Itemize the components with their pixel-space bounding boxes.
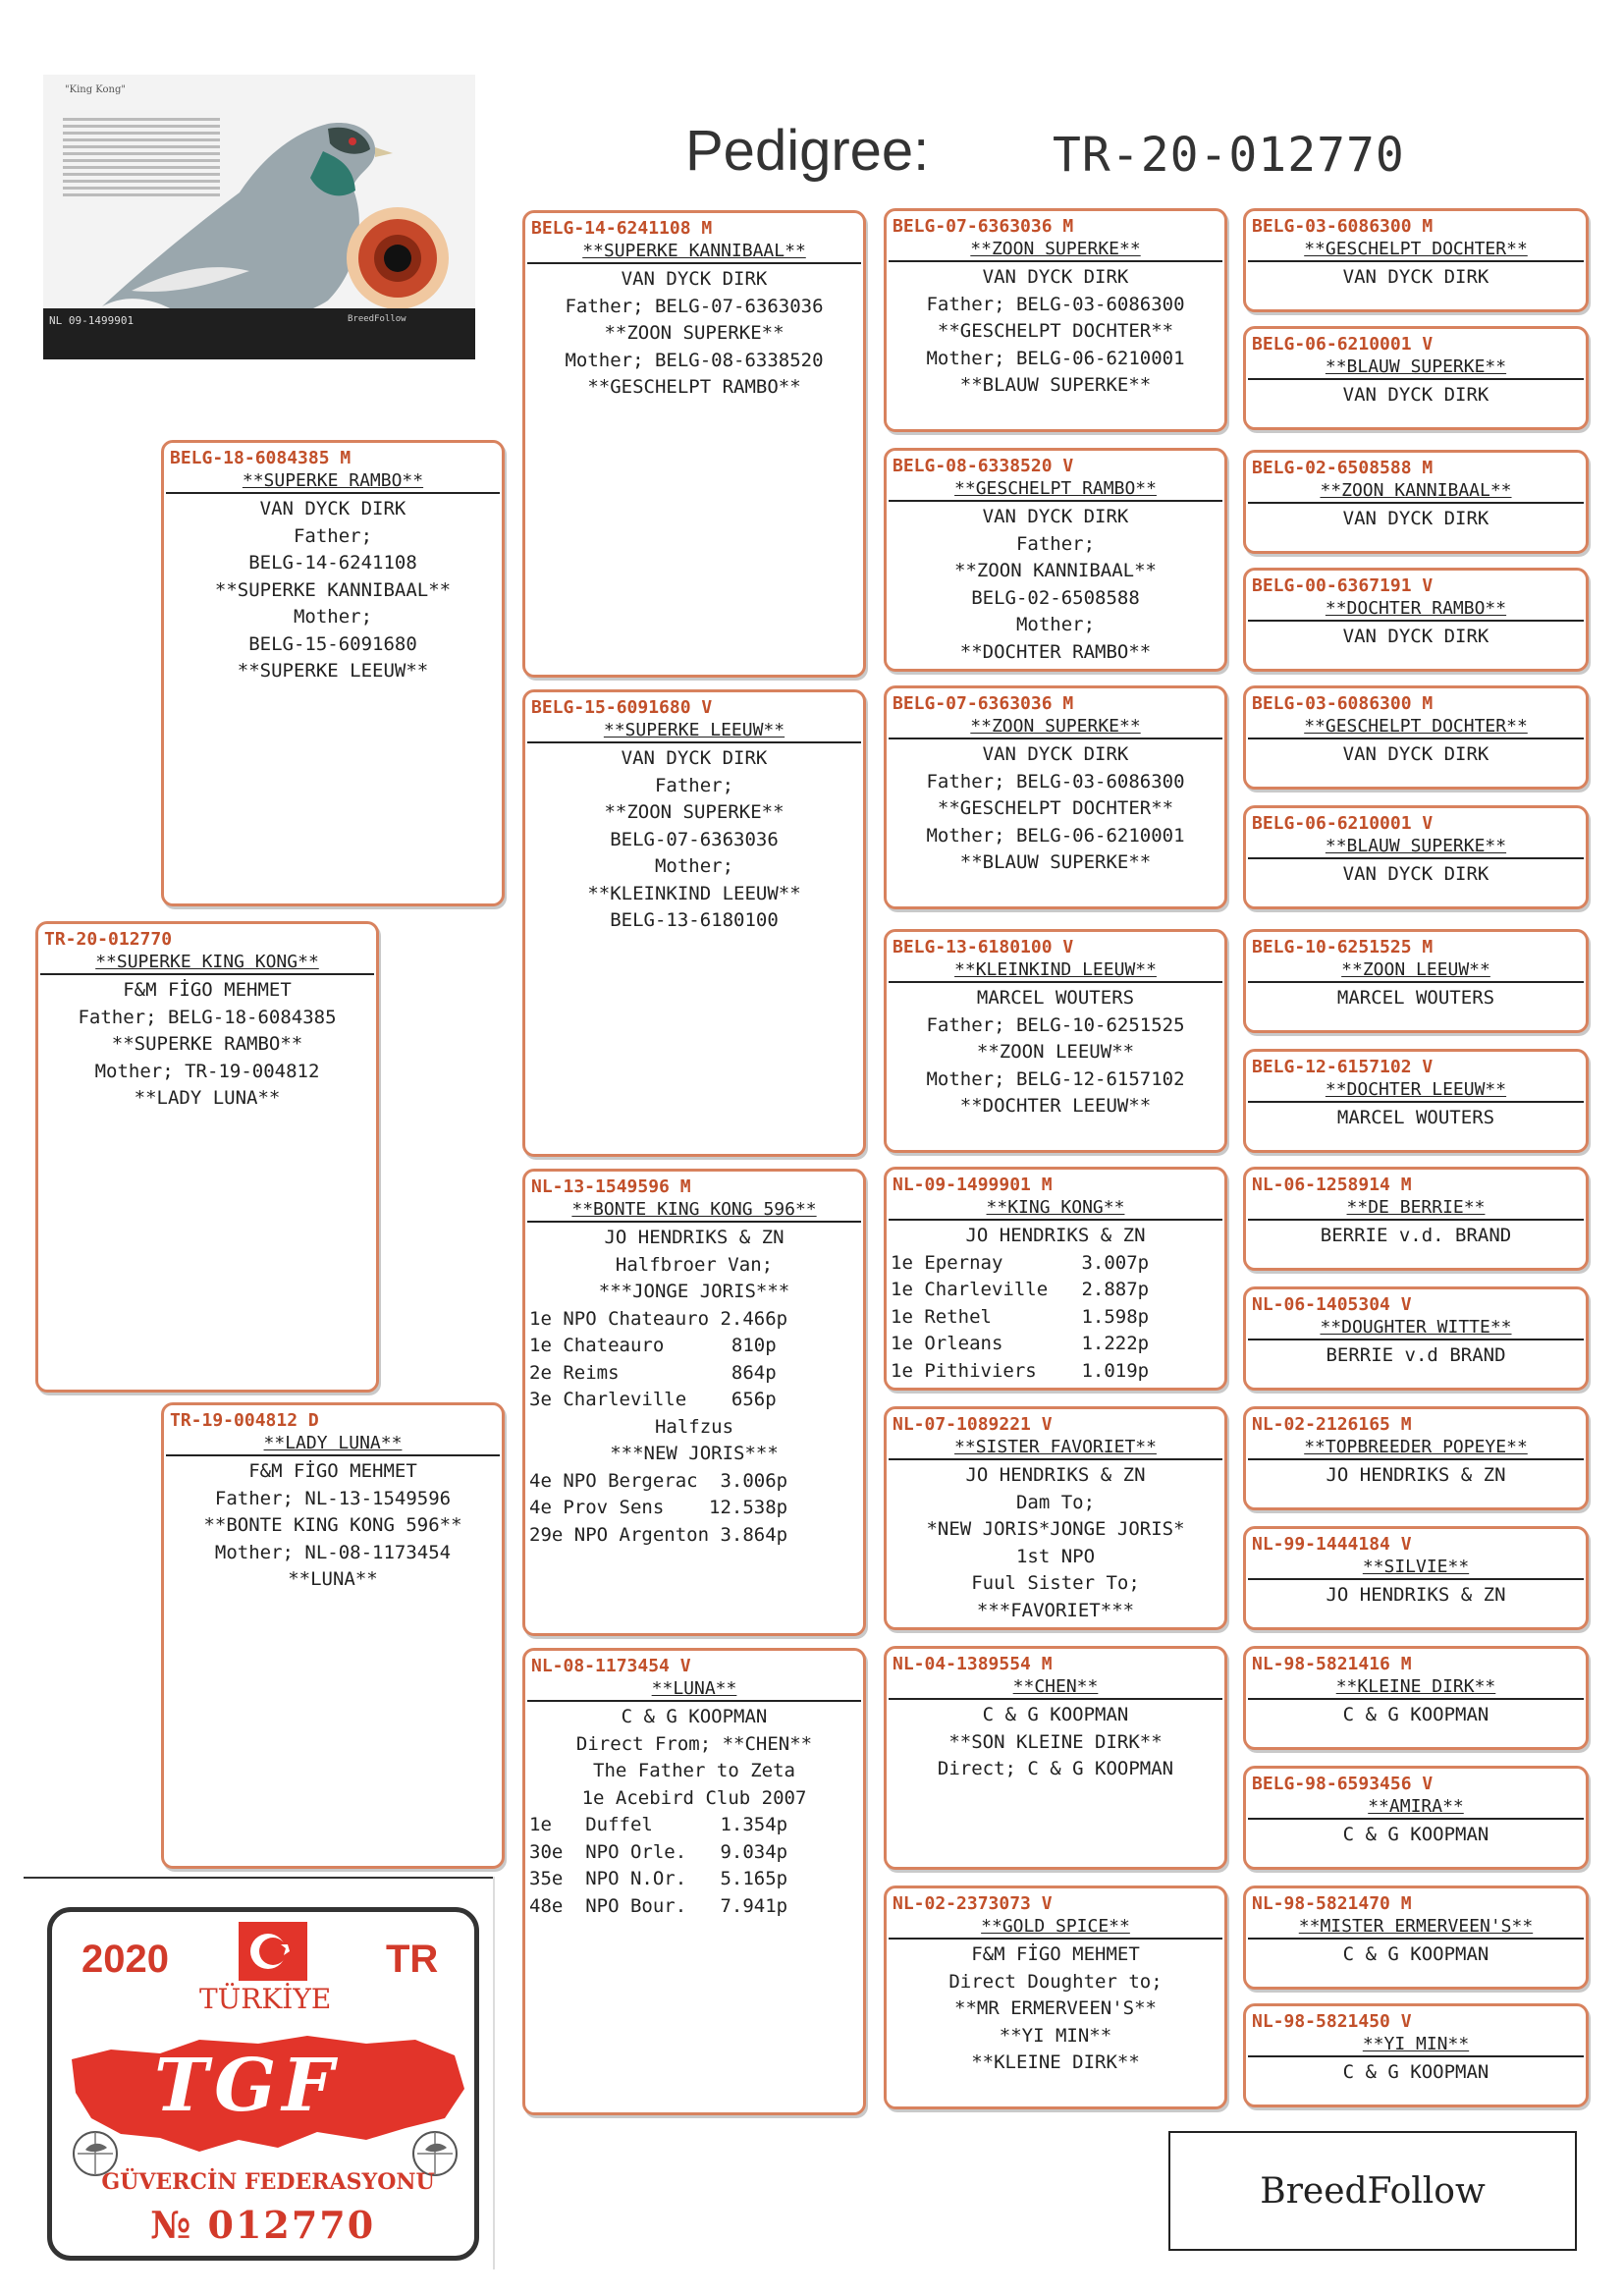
pigeon-name: **YI MIN** (1248, 2034, 1584, 2057)
g4-card-6[interactable] (1243, 805, 1589, 909)
detail-line: F&M FİGO MEHMET (123, 979, 292, 1001)
detail-line: VAN DYCK DIRK (1342, 508, 1489, 529)
detail-line: ***JONGE JORIS*** (598, 1281, 790, 1302)
ring-number: NL-99-1444184 V (1252, 1534, 1412, 1555)
pigeon-name: **ZOON SUPERKE** (889, 239, 1222, 262)
g4-card-9[interactable] (1243, 1167, 1589, 1271)
ring-number: BELG-14-6241108 M (531, 218, 713, 239)
pigeon-name: **GESCHELPT RAMBO** (889, 478, 1222, 502)
dam-card[interactable] (161, 1402, 505, 1869)
pigeon-name: **GOLD SPICE** (889, 1916, 1222, 1940)
detail-line: Direct; C & G KOOPMAN (937, 1758, 1174, 1779)
detail-line: **BONTE KING KONG 596** (203, 1514, 462, 1536)
pigeon-name: **ZOON KANNIBAAL** (1248, 480, 1584, 504)
pigeon-details (1246, 983, 1586, 1014)
detail-line: **GESCHELPT DOCHTER** (937, 797, 1174, 819)
detail-line: **KLEINKIND LEEUW** (587, 882, 801, 904)
detail-line: Father; BELG-03-6086300 (926, 770, 1185, 793)
detail-line: VAN DYCK DIRK (982, 266, 1129, 288)
g4-card-2[interactable] (1243, 326, 1589, 430)
pigeon-details (164, 1456, 502, 1596)
ring-number: BELG-03-6086300 M (1252, 693, 1434, 714)
pigeon-details (887, 739, 1224, 879)
g4-card-10[interactable] (1243, 1286, 1589, 1391)
ring-number: BELG-98-6593456 V (1252, 1774, 1434, 1794)
detail-line: Mother; BELG-06-6210001 (926, 347, 1185, 369)
detail-line: C & G KOOPMAN (621, 1706, 768, 1727)
ring-number: NL-07-1089221 V (893, 1414, 1053, 1435)
detail-line: C & G KOOPMAN (982, 1704, 1129, 1725)
section-divider (24, 1877, 493, 1879)
photo-brand: BreedFollow (348, 314, 406, 324)
detail-line: **DOCHTER LEEUW** (959, 1095, 1152, 1117)
detail-line: Father; (654, 774, 734, 796)
pigeon-details (1246, 739, 1586, 771)
detail-line: *NEW JORIS*JONGE JORIS* (926, 1518, 1185, 1540)
federation-stamp (47, 1907, 479, 2261)
ring-number: BELG-06-6210001 V (1252, 334, 1434, 355)
result-line: 30e NPO Orle. 9.034p (529, 1840, 788, 1863)
g4-card-14[interactable] (1243, 1766, 1589, 1870)
detail-line: **LUNA** (288, 1568, 378, 1590)
pigeon-name: **SILVIE** (1248, 1557, 1584, 1580)
detail-line: BELG-07-6363036 (610, 828, 779, 850)
detail-line: BELG-13-6180100 (610, 909, 779, 931)
detail-line: **BLAUW SUPERKE** (959, 374, 1152, 396)
detail-line: Father; BELG-10-6251525 (926, 1013, 1185, 1036)
pigeon-details (1246, 504, 1586, 535)
pigeon-name: **LUNA** (527, 1678, 861, 1702)
detail-line: C & G KOOPMAN (1342, 1704, 1489, 1725)
photo-caption: "King Kong" (65, 84, 126, 95)
ring-number: BELG-08-6338520 V (893, 456, 1074, 476)
pigeon-name: **MISTER ERMERVEEN'S** (1248, 1916, 1584, 1940)
ring-number: BELG-10-6251525 M (1252, 937, 1434, 957)
detail-line: BERRIE v.d BRAND (1326, 1344, 1506, 1366)
result-line: 1e Chateauro 810p (529, 1335, 777, 1356)
detail-line: VAN DYCK DIRK (621, 268, 768, 290)
detail-line: C & G KOOPMAN (1342, 1943, 1489, 1965)
detail-line: **DOCHTER RAMBO** (959, 640, 1152, 663)
pigeon-details (1246, 1940, 1586, 1971)
pigeon-name: **LADY LUNA** (166, 1433, 500, 1456)
result-line: 1e NPO Chateauro 2.466p (529, 1307, 788, 1330)
detail-line: C & G KOOPMAN (1342, 1824, 1489, 1845)
pigeon-details (525, 1223, 863, 1551)
detail-line: Father; BELG-07-6363036 (565, 295, 824, 317)
g4-card-12[interactable] (1243, 1526, 1589, 1630)
ring-number: BELG-15-6091680 V (531, 697, 713, 718)
detail-line: **ZOON KANNIBAAL** (954, 560, 1157, 581)
pigeon-details (1246, 262, 1586, 294)
result-line: 1e Epernay 3.007p (891, 1251, 1150, 1274)
pigeon-details (1246, 1340, 1586, 1372)
ring-number: NL-08-1173454 V (531, 1656, 691, 1676)
pigeon-name: **DOUGHTER WITTE** (1248, 1317, 1584, 1340)
g4-card-1[interactable] (1243, 208, 1589, 312)
ring-number: NL-04-1389554 M (893, 1654, 1053, 1674)
detail-line: Father; (1015, 532, 1096, 555)
detail-line: Direct Doughter to; (948, 1970, 1163, 1993)
detail-line: JO HENDRIKS & ZN (1326, 1584, 1506, 1606)
pigeon-name: **SISTER FAVORIET** (889, 1437, 1222, 1460)
stamp-country: TÜRKİYE (199, 1983, 332, 2015)
detail-line: Halfbroer Van; (615, 1253, 774, 1276)
pedigree-title: Pedigree: (685, 119, 930, 183)
result-line: 1e Charleville 2.887p (891, 1279, 1150, 1300)
detail-line: JO HENDRIKS & ZN (965, 1464, 1146, 1486)
ring-number: BELG-07-6363036 M (893, 216, 1074, 237)
pigeon-name: **ZOON LEEUW** (1248, 959, 1584, 983)
result-line: 3e Charleville 656p (529, 1389, 777, 1410)
detail-line: JO HENDRIKS & ZN (604, 1227, 785, 1248)
detail-line: Mother; (293, 606, 373, 628)
pigeon-photo (43, 75, 475, 359)
detail-line: **SUPERKE LEEUW** (237, 660, 429, 682)
dds-card[interactable] (884, 1646, 1227, 1870)
result-line: 48e NPO Bour. 7.941p (529, 1894, 788, 1917)
stamp-org: TGF (154, 2044, 340, 2128)
g4-card-11[interactable] (1243, 1406, 1589, 1510)
detail-line: VAN DYCK DIRK (1342, 626, 1489, 647)
detail-line: Father; BELG-18-6084385 (78, 1006, 337, 1028)
ring-number: NL-98-5821470 M (1252, 1893, 1412, 1914)
detail-line: **ZOON SUPERKE** (604, 801, 785, 823)
pigeon-name: **GESCHELPT DOCHTER** (1248, 239, 1584, 262)
ring-number: BELG-13-6180100 V (893, 937, 1074, 957)
sss-card[interactable] (884, 208, 1227, 432)
pigeon-name: **ZOON SUPERKE** (889, 716, 1222, 739)
g4-card-3[interactable] (1243, 450, 1589, 554)
detail-line: **GESCHELPT DOCHTER** (937, 320, 1174, 342)
detail-line: VAN DYCK DIRK (1342, 266, 1489, 288)
detail-line: VAN DYCK DIRK (1342, 743, 1489, 765)
ring-number: NL-98-5821416 M (1252, 1654, 1412, 1674)
detail-line: **LADY LUNA** (134, 1087, 281, 1109)
pigeon-name: **SUPERKE KANNIBAAL** (527, 241, 861, 264)
detail-line: JO HENDRIKS & ZN (1326, 1464, 1506, 1486)
ring-number: NL-06-1405304 V (1252, 1294, 1412, 1315)
pedigree-ring-number: TR-20-012770 (1053, 128, 1405, 183)
detail-line: VAN DYCK DIRK (982, 506, 1129, 527)
g4-card-4[interactable] (1243, 568, 1589, 672)
sire-dam-card[interactable] (522, 689, 866, 1157)
detail-line: Halfzus (654, 1415, 734, 1438)
detail-line: F&M FİGO MEHMET (971, 1943, 1140, 1965)
pigeon-details (525, 743, 863, 937)
pigeon-details (1246, 1221, 1586, 1252)
pigeon-name: **CHEN** (889, 1676, 1222, 1700)
sds-card[interactable] (884, 685, 1227, 909)
detail-line: Father; BELG-03-6086300 (926, 293, 1185, 315)
detail-line: ***NEW JORIS*** (610, 1443, 779, 1464)
result-line: 1e Duffel 1.354p (529, 1814, 788, 1835)
stamp-year: 2020 (81, 1938, 169, 1981)
result-line: 29e NPO Argenton 3.864p (529, 1523, 788, 1546)
ring-number: NL-02-2373073 V (893, 1893, 1053, 1914)
detail-line: Mother; BELG-08-6338520 (565, 349, 824, 371)
detail-line: **SON KLEINE DIRK** (948, 1730, 1163, 1753)
detail-line: BELG-15-6091680 (248, 632, 417, 655)
pigeon-name: **SUPERKE RAMBO** (166, 470, 500, 494)
ring-number: NL-09-1499901 M (893, 1175, 1053, 1195)
sire-sire-card[interactable] (522, 210, 866, 678)
pigeon-details (525, 264, 863, 404)
detail-line: Fuul Sister To; (971, 1572, 1140, 1594)
detail-line: F&M FİGO MEHMET (248, 1460, 417, 1482)
pigeon-details (887, 502, 1224, 668)
ring-number: BELG-06-6210001 V (1252, 813, 1434, 834)
pigeon-details (1246, 380, 1586, 411)
detail-line: The Father to Zeta (593, 1760, 795, 1781)
pigeon-details (887, 262, 1224, 402)
detail-line: **ZOON LEEUW** (976, 1041, 1135, 1063)
detail-line: ***FAVORIET*** (976, 1599, 1135, 1621)
detail-line: **YI MIN** (999, 2024, 1112, 2047)
detail-line: MARCEL WOUTERS (1336, 1107, 1495, 1128)
pigeon-details (1246, 2057, 1586, 2089)
detail-line: BELG-02-6508588 (971, 586, 1140, 609)
pigeon-name: **DOCHTER LEEUW** (1248, 1079, 1584, 1103)
result-line: 1e Rethel 1.598p (891, 1305, 1150, 1328)
g4-card-8[interactable] (1243, 1049, 1589, 1153)
pigeon-name: **SUPERKE KING KONG** (40, 952, 374, 975)
detail-line: Mother; (654, 855, 734, 877)
pigeon-name: **BONTE KING KONG 596** (527, 1199, 861, 1223)
photo-strip (43, 308, 475, 359)
eye-icon (344, 204, 452, 312)
detail-line: **SUPERKE KANNIBAAL** (214, 578, 452, 601)
ring-number: TR-19-004812 D (170, 1410, 319, 1431)
sire-card[interactable] (161, 440, 505, 906)
detail-line: Father; NL-13-1549596 (214, 1487, 452, 1509)
dam-sire-card[interactable] (522, 1169, 866, 1636)
ring-number: BELG-02-6508588 M (1252, 458, 1434, 478)
g4-card-15[interactable] (1243, 1886, 1589, 1990)
pigeon-details (887, 1460, 1224, 1626)
pigeon-name: **GESCHELPT DOCHTER** (1248, 716, 1584, 739)
detail-line: Mother; NL-08-1173454 (214, 1541, 452, 1563)
pigeon-details (164, 494, 502, 687)
ring-number: TR-20-012770 (44, 929, 173, 950)
g4-card-13[interactable] (1243, 1646, 1589, 1750)
stamp-number: № 012770 (150, 2203, 376, 2247)
vertical-divider (493, 1877, 495, 2269)
detail-line: **GESCHELPT RAMBO** (587, 376, 801, 398)
pigeon-details (1246, 1103, 1586, 1134)
detail-line: 1e Acebird Club 2007 (581, 1786, 807, 1809)
detail-line: **SUPERKE RAMBO** (111, 1033, 303, 1055)
ddd-card[interactable] (884, 1886, 1227, 2109)
detail-line: BERRIE v.d. BRAND (1320, 1225, 1512, 1246)
result-line: 4e NPO Bergerac 3.006p (529, 1469, 788, 1492)
detail-line: C & G KOOPMAN (1342, 2061, 1489, 2083)
pigeon-details (887, 1221, 1224, 1387)
detail-line: Mother; TR-19-004812 (94, 1060, 320, 1082)
ring-number: NL-06-1258914 M (1252, 1175, 1412, 1195)
dsd-card[interactable] (884, 1406, 1227, 1630)
detail-line: **KLEINE DIRK** (971, 2051, 1140, 2073)
detail-line: Mother; BELG-06-6210001 (926, 824, 1185, 847)
detail-line: **BLAUW SUPERKE** (959, 851, 1152, 873)
pigeon-name: **DOCHTER RAMBO** (1248, 598, 1584, 622)
result-line: 35e NPO N.Or. 5.165p (529, 1868, 788, 1889)
pigeon-details (1246, 1460, 1586, 1492)
pigeon-details (1246, 1700, 1586, 1731)
pigeon-name: **SUPERKE LEEUW** (527, 720, 861, 743)
detail-line: Dam To; (1015, 1491, 1096, 1513)
detail-line: VAN DYCK DIRK (621, 747, 768, 769)
pigeon-details (1246, 859, 1586, 891)
pigeon-name: **KLEINE DIRK** (1248, 1676, 1584, 1700)
ring-number: BELG-07-6363036 M (893, 693, 1074, 714)
result-line: 1e Orleans 1.222p (891, 1333, 1150, 1354)
pigeon-details (887, 983, 1224, 1122)
detail-line: MARCEL WOUTERS (1336, 987, 1495, 1009)
pigeon-name: **TOPBREEDER POPEYE** (1248, 1437, 1584, 1460)
detail-line: Mother; (1015, 614, 1096, 635)
detail-line: **MR ERMERVEEN'S** (954, 1997, 1157, 2019)
sdd-card[interactable] (884, 929, 1227, 1153)
pigeon-name: **KING KONG** (889, 1197, 1222, 1221)
stamp-federation: GÜVERCİN FEDERASYONU (101, 2169, 435, 2195)
pigeon-name: **DE BERRIE** (1248, 1197, 1584, 1221)
photo-ring: NL 09-1499901 (49, 314, 135, 327)
detail-line: Father; (293, 524, 373, 547)
ring-number: NL-98-5821450 V (1252, 2011, 1412, 2032)
detail-line: 1st NPO (1015, 1545, 1096, 1567)
pigeon-details (887, 1700, 1224, 1785)
pigeon-name: **AMIRA** (1248, 1796, 1584, 1820)
detail-line: VAN DYCK DIRK (259, 498, 406, 519)
pigeon-details (1246, 1820, 1586, 1851)
subject-card[interactable] (35, 921, 379, 1393)
stamp-country-code: TR (386, 1938, 439, 1981)
detail-line: VAN DYCK DIRK (1342, 384, 1489, 406)
pigeon-details (1246, 1580, 1586, 1612)
breedfollow-logo: BreedFollow (1168, 2131, 1577, 2251)
dam-dam-card[interactable] (522, 1648, 866, 2115)
pigeon-details (525, 1702, 863, 1922)
detail-line: Direct From; **CHEN** (575, 1732, 813, 1755)
result-line: 1e Pithiviers 1.019p (891, 1359, 1150, 1382)
result-line: 4e Prov Sens 12.538p (529, 1497, 788, 1518)
detail-line: MARCEL WOUTERS (976, 987, 1135, 1009)
ring-number: BELG-12-6157102 V (1252, 1057, 1434, 1077)
g4-card-16[interactable] (1243, 2003, 1589, 2107)
detail-line: VAN DYCK DIRK (1342, 863, 1489, 885)
dss-card[interactable] (884, 1167, 1227, 1391)
g4-card-5[interactable] (1243, 685, 1589, 790)
pigeon-name: **BLAUW SUPERKE** (1248, 356, 1584, 380)
ring-number: NL-13-1549596 M (531, 1176, 691, 1197)
ring-number: BELG-03-6086300 M (1252, 216, 1434, 237)
ring-number: BELG-00-6367191 V (1252, 575, 1434, 596)
pigeon-details (887, 1940, 1224, 2079)
pigeon-details (1246, 622, 1586, 653)
detail-line: **ZOON SUPERKE** (604, 322, 785, 344)
detail-line: VAN DYCK DIRK (982, 743, 1129, 765)
crescent-star-icon (239, 1922, 307, 1981)
ssd-card[interactable] (884, 448, 1227, 672)
ring-number: BELG-18-6084385 M (170, 448, 352, 468)
detail-line: Mother; BELG-12-6157102 (926, 1067, 1185, 1090)
pigeon-details (38, 975, 376, 1115)
ring-number: NL-02-2126165 M (1252, 1414, 1412, 1435)
g4-card-7[interactable] (1243, 929, 1589, 1033)
detail-line: BELG-14-6241108 (248, 552, 417, 574)
pigeon-name: **KLEINKIND LEEUW** (889, 959, 1222, 983)
detail-line: JO HENDRIKS & ZN (965, 1225, 1146, 1246)
result-line: 2e Reims 864p (529, 1361, 777, 1384)
pigeon-name: **BLAUW SUPERKE** (1248, 836, 1584, 859)
